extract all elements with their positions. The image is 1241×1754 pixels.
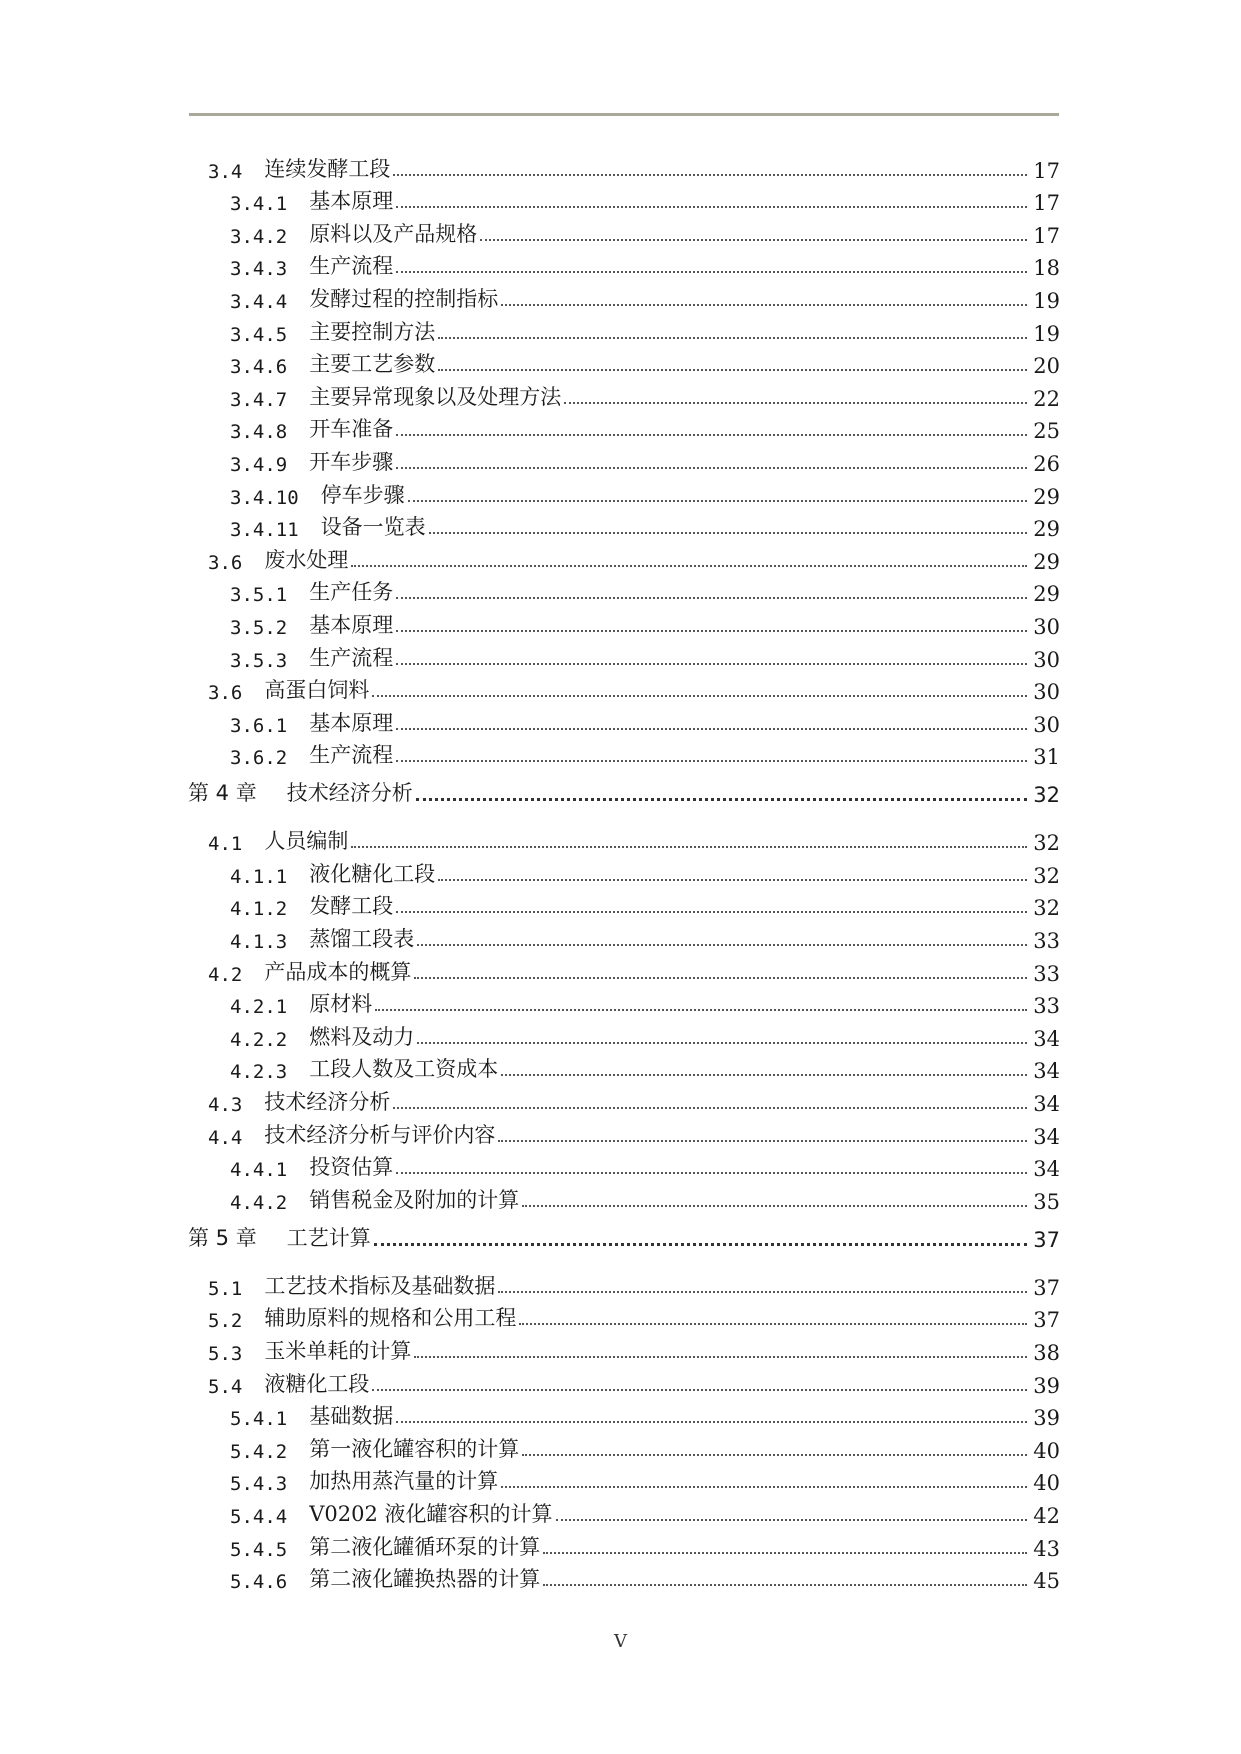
toc-entry-number: 3.4.7: [230, 388, 288, 411]
dot-leader: [564, 402, 1027, 404]
toc-entry-page: 25: [1033, 419, 1060, 444]
dot-leader: [414, 977, 1027, 979]
toc-entry[interactable]: [0, 1149, 1241, 1182]
dot-leader: [393, 174, 1027, 176]
toc-entry-page: 35: [1033, 1189, 1060, 1214]
dot-leader: [375, 1009, 1027, 1011]
toc-entry-page: 20: [1033, 354, 1060, 379]
toc-entry-title: 发酵过程的控制指标: [309, 286, 499, 311]
toc-entry-page: 39: [1033, 1373, 1060, 1398]
toc-entry-page: 33: [1033, 929, 1060, 954]
toc-entry[interactable]: [0, 1181, 1241, 1214]
toc-entry-title: 发酵工段: [309, 894, 394, 919]
toc-entry-page: 29: [1033, 517, 1060, 542]
toc-entry-number: 4.4.2: [230, 1191, 288, 1214]
toc-entry[interactable]: [0, 248, 1241, 281]
toc-entry-title: 连续发酵工段: [264, 156, 391, 181]
toc-entry-number: 5.4.5: [230, 1538, 288, 1561]
toc-entry[interactable]: [0, 541, 1241, 574]
toc-entry-title: 辅助原料的规格和公用工程: [264, 1306, 517, 1331]
toc-entry-number: 3.4.1: [230, 193, 288, 216]
toc-entry[interactable]: [0, 737, 1241, 770]
toc-entry-number: 5.4.4: [230, 1505, 288, 1528]
dot-leader: [501, 304, 1027, 306]
dot-leader: [417, 944, 1027, 946]
toc-entry-page: 22: [1033, 386, 1060, 411]
toc-entry-page: 19: [1033, 321, 1060, 346]
toc-entry[interactable]: [0, 1116, 1241, 1149]
toc-entry-number: 3.6.2: [230, 747, 288, 770]
toc-entry[interactable]: [0, 1332, 1241, 1365]
table-of-contents: [0, 150, 1241, 1593]
toc-entry-title: 开车步骤: [309, 449, 394, 474]
dot-leader: [396, 630, 1027, 632]
dot-leader: [556, 1519, 1028, 1521]
toc-entry-number: 3.4.3: [230, 258, 288, 281]
toc-entry-title: 蒸馏工段表: [309, 927, 415, 952]
toc-entry[interactable]: [0, 1463, 1241, 1496]
toc-entry-title: 技术经济分析: [264, 1090, 391, 1115]
toc-entry-page: 39: [1033, 1406, 1060, 1431]
toc-entry-title: 第一液化罐容积的计算: [309, 1436, 520, 1461]
toc-entry[interactable]: [0, 1495, 1241, 1528]
toc-entry-page: 17: [1033, 191, 1060, 216]
dot-leader: [498, 1140, 1027, 1142]
dot-leader: [396, 911, 1027, 913]
toc-entry[interactable]: [0, 639, 1241, 672]
toc-entry[interactable]: [0, 920, 1241, 953]
toc-entry-number: 3.6.1: [230, 714, 288, 737]
toc-entry-page: 37: [1033, 1308, 1060, 1333]
toc-entry-number: 3.4.6: [230, 356, 288, 379]
dot-leader: [351, 565, 1027, 567]
toc-entry-number: 4.1.1: [230, 865, 288, 888]
dot-leader: [416, 798, 1027, 801]
dot-leader: [498, 1291, 1027, 1293]
toc-entry[interactable]: [0, 509, 1241, 542]
toc-entry-page: 34: [1033, 1059, 1060, 1084]
toc-entry-number: 3.5.1: [230, 584, 288, 607]
toc-entry[interactable]: [0, 855, 1241, 888]
toc-entry-number: 5.3: [208, 1343, 243, 1365]
toc-entry-number: 4.1.3: [230, 931, 288, 954]
dot-leader: [522, 1205, 1027, 1207]
toc-entry-page: 40: [1033, 1471, 1060, 1496]
toc-entry-number: 3.5.2: [230, 616, 288, 639]
toc-entry-title: 销售税金及附加的计算: [309, 1187, 520, 1212]
toc-entry-page: 34: [1033, 1157, 1060, 1182]
toc-entry-title: 工段人数及工资成本: [309, 1057, 499, 1082]
toc-entry-page: 34: [1033, 1092, 1060, 1117]
toc-entry-number: 第 5 章: [188, 1225, 257, 1250]
toc-entry-page: 40: [1033, 1438, 1060, 1463]
dot-leader: [438, 879, 1027, 881]
dot-leader: [429, 532, 1027, 534]
dot-leader: [501, 1486, 1027, 1488]
toc-entry-title: 主要控制方法: [309, 319, 436, 344]
page-number: V: [614, 1631, 627, 1652]
toc-entry-number: 5.4: [208, 1375, 243, 1398]
toc-entry-number: 3.4.4: [230, 290, 288, 313]
toc-entry-page: 43: [1033, 1536, 1060, 1561]
toc-entry-number: 5.4.1: [230, 1408, 288, 1431]
toc-entry-number: 4.4.1: [230, 1159, 288, 1182]
toc-chapter-entry[interactable]: [0, 1214, 1241, 1260]
dot-leader: [351, 846, 1027, 848]
toc-entry-page: 30: [1033, 647, 1060, 672]
toc-entry-page: 33: [1033, 961, 1060, 986]
toc-entry-page: 29: [1033, 582, 1060, 607]
toc-entry-title: 人员编制: [264, 829, 349, 854]
toc-entry-number: 3.4: [208, 160, 243, 183]
toc-entry[interactable]: [0, 313, 1241, 346]
toc-entry-number: 3.6: [208, 682, 243, 705]
toc-entry-page: 32: [1033, 783, 1060, 808]
dot-leader: [396, 467, 1027, 469]
toc-entry-title: 燃料及动力: [309, 1024, 415, 1049]
toc-entry-page: 30: [1033, 614, 1060, 639]
toc-entry-title: 基本原理: [309, 189, 394, 214]
toc-entry-title: 工艺计算: [286, 1225, 371, 1250]
dot-leader: [396, 728, 1027, 730]
toc-entry[interactable]: [0, 1528, 1241, 1561]
toc-entry-page: 45: [1033, 1569, 1060, 1594]
toc-entry-title: 生产流程: [309, 645, 394, 670]
toc-entry-number: 5.1: [208, 1277, 243, 1300]
toc-entry-title: 原材料: [309, 992, 373, 1017]
toc-entry-title: 设备一览表: [320, 515, 426, 540]
toc-entry-title: 技术经济分析与评价内容: [264, 1122, 496, 1147]
toc-entry[interactable]: [0, 606, 1241, 639]
dot-leader: [480, 239, 1027, 241]
toc-entry[interactable]: [0, 411, 1241, 444]
toc-entry-title: 生产流程: [309, 254, 394, 279]
toc-entry-number: 4.4: [208, 1126, 243, 1149]
dot-leader: [543, 1584, 1027, 1586]
toc-entry[interactable]: [0, 1051, 1241, 1084]
toc-entry[interactable]: [0, 986, 1241, 1019]
toc-entry[interactable]: [0, 672, 1241, 705]
toc-entry[interactable]: [0, 704, 1241, 737]
toc-entry-title: 主要异常现象以及处理方法: [309, 384, 562, 409]
toc-entry-number: 5.4.6: [230, 1571, 288, 1594]
toc-entry[interactable]: [0, 888, 1241, 921]
dot-leader: [396, 434, 1027, 436]
toc-entry-number: 5.4.2: [230, 1440, 288, 1463]
toc-entry-number: 5.4.3: [230, 1473, 288, 1496]
toc-entry[interactable]: [0, 346, 1241, 379]
toc-entry-page: 31: [1033, 745, 1060, 770]
toc-entry-page: 30: [1033, 680, 1060, 705]
toc-entry-page: 34: [1033, 1124, 1060, 1149]
toc-entry-title: 工艺技术指标及基础数据: [264, 1273, 496, 1298]
dot-leader: [408, 500, 1027, 502]
toc-entry-page: 30: [1033, 712, 1060, 737]
toc-entry-number: 4.2: [208, 963, 243, 986]
toc-entry-number: 3.4.8: [230, 421, 288, 444]
toc-entry[interactable]: [0, 1260, 1241, 1300]
toc-entry-page: 17: [1033, 223, 1060, 248]
toc-entry-page: 32: [1033, 896, 1060, 921]
toc-entry-number: 3.5.3: [230, 649, 288, 672]
dot-leader: [414, 1356, 1027, 1358]
toc-entry-number: 3.4.5: [230, 323, 288, 346]
toc-entry-title: 基本原理: [309, 710, 394, 735]
toc-entry-number: 4.1.2: [230, 898, 288, 921]
toc-entry[interactable]: [0, 1561, 1241, 1594]
toc-entry-title: 第二液化罐换热器的计算: [309, 1567, 541, 1592]
toc-entry[interactable]: [0, 953, 1241, 986]
toc-entry[interactable]: [0, 150, 1241, 183]
toc-entry[interactable]: [0, 1398, 1241, 1431]
dot-leader: [396, 663, 1027, 665]
toc-entry-number: 3.4.9: [230, 453, 288, 476]
toc-entry[interactable]: [0, 215, 1241, 248]
toc-entry-page: 26: [1033, 451, 1060, 476]
toc-entry[interactable]: [0, 815, 1241, 855]
toc-entry[interactable]: [0, 280, 1241, 313]
toc-entry-page: 34: [1033, 1026, 1060, 1051]
toc-entry-page: 17: [1033, 158, 1060, 183]
toc-entry[interactable]: [0, 1300, 1241, 1333]
toc-entry-page: 38: [1033, 1341, 1060, 1365]
toc-entry-title: V0202 液化罐容积的计算: [309, 1501, 553, 1526]
toc-entry-number: 4.2.2: [230, 1028, 288, 1051]
toc-entry-title: 第二液化罐循环泵的计算: [309, 1534, 541, 1559]
dot-leader: [372, 695, 1027, 697]
dot-leader: [372, 1389, 1027, 1391]
toc-entry-number: 3.4.10: [230, 486, 299, 509]
toc-entry-page: 33: [1033, 994, 1060, 1019]
toc-entry[interactable]: [0, 1365, 1241, 1398]
toc-entry-page: 18: [1033, 256, 1060, 281]
toc-entry-page: 32: [1033, 863, 1060, 888]
toc-entry-page: 42: [1033, 1503, 1060, 1528]
toc-entry-title: 加热用蒸汽量的计算: [309, 1469, 499, 1494]
toc-entry-title: 产品成本的概算: [264, 959, 412, 984]
toc-entry[interactable]: [0, 183, 1241, 216]
toc-entry-title: 玉米单耗的计算: [264, 1339, 412, 1363]
toc-entry-number: 3.4.11: [230, 519, 299, 542]
dot-leader: [519, 1323, 1027, 1325]
toc-entry-title: 生产流程: [309, 743, 394, 768]
toc-entry-number: 3.6: [208, 551, 243, 574]
toc-entry-title: 液糖化工段: [264, 1371, 370, 1396]
toc-entry-number: 4.2.3: [230, 1061, 288, 1084]
toc-entry-page: 19: [1033, 288, 1060, 313]
header-rule: [189, 113, 1059, 116]
toc-entry[interactable]: [0, 443, 1241, 476]
toc-entry-title: 液化糖化工段: [309, 861, 436, 886]
dot-leader: [417, 1042, 1027, 1044]
dot-leader: [396, 271, 1027, 273]
toc-entry-title: 废水处理: [264, 547, 349, 572]
toc-entry[interactable]: [0, 1083, 1241, 1116]
toc-entry-number: 4.3: [208, 1094, 243, 1117]
toc-entry-number: 4.1: [208, 833, 243, 856]
toc-entry-title: 基本原理: [309, 612, 394, 637]
dot-leader: [374, 1243, 1027, 1246]
toc-entry-title: 原料以及产品规格: [309, 221, 478, 246]
dot-leader: [393, 1107, 1027, 1109]
toc-entry-title: 技术经济分析: [286, 781, 413, 806]
toc-entry-page: 37: [1033, 1275, 1060, 1300]
toc-entry-title: 主要工艺参数: [309, 352, 436, 377]
dot-leader: [438, 369, 1027, 371]
toc-entry-title: 开车准备: [309, 417, 394, 442]
dot-leader: [396, 206, 1027, 208]
dot-leader: [396, 597, 1027, 599]
toc-entry-page: 29: [1033, 549, 1060, 574]
dot-leader: [396, 1172, 1027, 1174]
toc-entry-title: 高蛋白饲料: [264, 678, 370, 703]
dot-leader: [438, 337, 1027, 339]
toc-entry-title: 停车步骤: [320, 482, 405, 507]
toc-entry-number: 第 4 章: [188, 781, 257, 806]
dot-leader: [396, 1421, 1027, 1423]
dot-leader: [501, 1074, 1027, 1076]
toc-entry[interactable]: [0, 378, 1241, 411]
toc-entry-number: 3.4.2: [230, 225, 288, 248]
toc-entry-number: 5.2: [208, 1310, 243, 1333]
toc-entry-title: 生产任务: [309, 580, 394, 605]
dot-leader: [396, 760, 1027, 762]
toc-entry-page: 37: [1033, 1227, 1060, 1252]
toc-entry[interactable]: [0, 1018, 1241, 1051]
toc-entry-number: 4.2.1: [230, 996, 288, 1019]
dot-leader: [522, 1454, 1027, 1456]
toc-entry[interactable]: [0, 574, 1241, 607]
toc-entry-page: 29: [1033, 484, 1060, 509]
toc-entry[interactable]: [0, 1430, 1241, 1463]
toc-entry-page: 32: [1033, 831, 1060, 856]
dot-leader: [543, 1552, 1027, 1554]
toc-entry[interactable]: [0, 476, 1241, 509]
toc-chapter-entry[interactable]: [0, 769, 1241, 815]
toc-entry-title: 投资估算: [309, 1155, 394, 1180]
toc-entry-title: 基础数据: [309, 1404, 394, 1429]
